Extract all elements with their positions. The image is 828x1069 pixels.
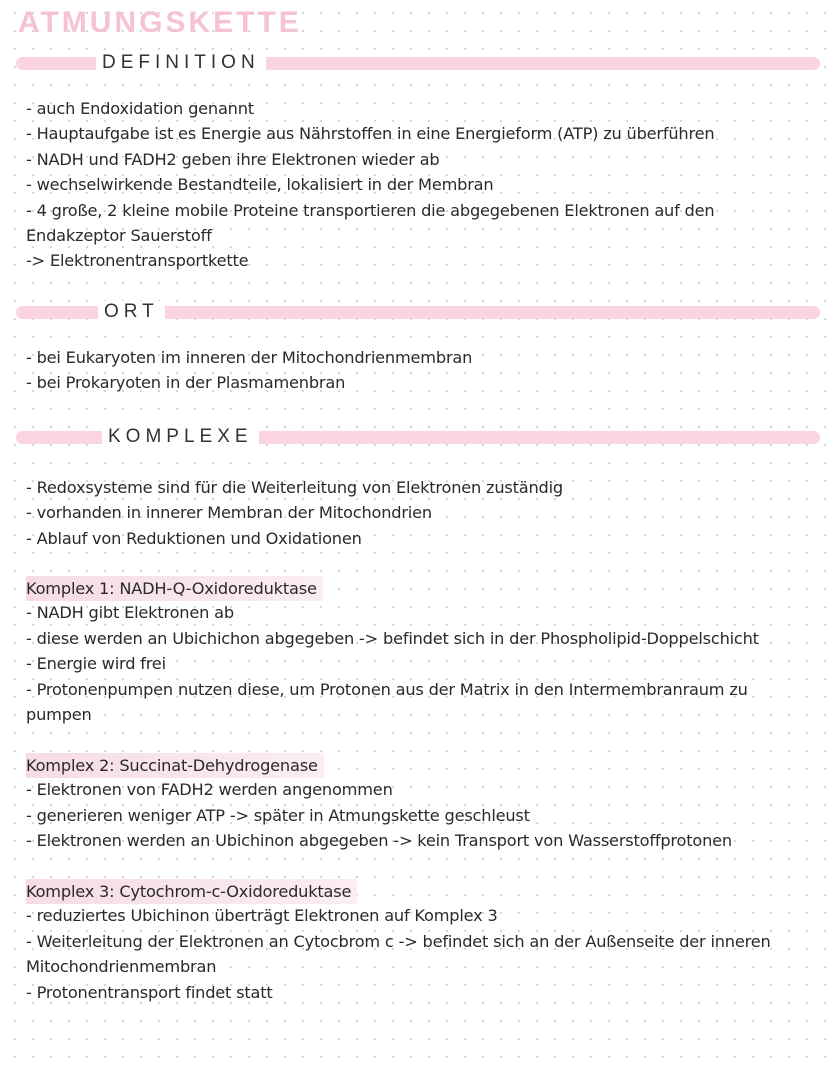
list-item: - generieren weniger ATP -> später in Atmungskette geschleust	[26, 805, 530, 825]
list-item: - NADH und FADH2 geben ihre Elektronen wieder ab	[26, 149, 440, 169]
page-title: ATMUNGSKETTE	[18, 6, 302, 39]
list-item: - Redoxsysteme sind für die Weiterleitung von Elektronen zuständig	[26, 478, 563, 497]
definition-list	[26, 96, 816, 274]
list-item: - Ablauf von Reduktionen und Oxidationen	[26, 528, 362, 548]
list-item: - Protonenpumpen nutzen diese, um Protonen aus der Matrix in den Intermembranraum zu	[26, 679, 748, 699]
heading-definition: DEFINITION	[96, 52, 266, 74]
list-item: -> Elektronentransportkette	[26, 251, 249, 271]
complex-1	[26, 576, 816, 727]
list-item: - Elektronen werden an Ubichinon abgegeben -> kein Transport von Wasserstoffprotonen	[26, 831, 732, 851]
list-item: Endakzeptor Sauerstoff	[26, 226, 212, 246]
list-item: - bei Prokaryoten in der Plasmamenbran	[26, 373, 346, 393]
list-item: - wechselwirkende Bestandteile, lokalisiert in der Membran	[26, 175, 494, 195]
list-item: - Weiterleitung der Elektronen an Cytocbrom c -> befindet sich an der Außenseite der inneren	[26, 931, 771, 951]
list-item: - auch Endoxidation genannt	[26, 99, 254, 118]
complex-2	[26, 753, 816, 854]
list-item: - Energie wird frei	[26, 654, 166, 674]
complex-2-title: Komplex 2: Succinat-Dehydrogenase	[26, 753, 324, 778]
list-item: - 4 große, 2 kleine mobile Proteine transportieren die abgegebenen Elektronen auf den	[26, 200, 715, 220]
complex-1-title: Komplex 1: NADH-Q-Oxidoreduktase	[26, 576, 323, 601]
ort-list	[26, 345, 816, 396]
complex-3	[26, 879, 816, 1005]
list-item: - diese werden an Ubichichon abgegeben -> befindet sich in der Phospholipid-Doppelschicht	[26, 628, 759, 648]
list-item: - reduziertes Ubichinon überträgt Elektronen auf Komplex 3	[26, 906, 498, 926]
list-item: Mitochondrienmembran	[26, 957, 217, 977]
list-item: - Elektronen von FADH2 werden angenommen	[26, 780, 393, 800]
list-item: - vorhanden in innerer Membran der Mitochondrien	[26, 503, 432, 523]
list-item: pumpen	[26, 705, 92, 725]
list-item: - bei Eukaryoten im inneren der Mitochondrienmembran	[26, 348, 473, 367]
heading-ort: ORT	[98, 301, 165, 323]
list-item: - Protonentransport findet statt	[26, 982, 273, 1002]
complex-3-title: Komplex 3: Cytochrom-c-Oxidoreduktase	[26, 879, 357, 904]
komplexe-list	[26, 475, 816, 551]
heading-komplexe: KOMPLEXE	[102, 426, 259, 448]
list-item: - NADH gibt Elektronen ab	[26, 603, 234, 623]
list-item: - Hauptaufgabe ist es Energie aus Nährstoffen in eine Energieform (ATP) zu überführen	[26, 124, 715, 144]
